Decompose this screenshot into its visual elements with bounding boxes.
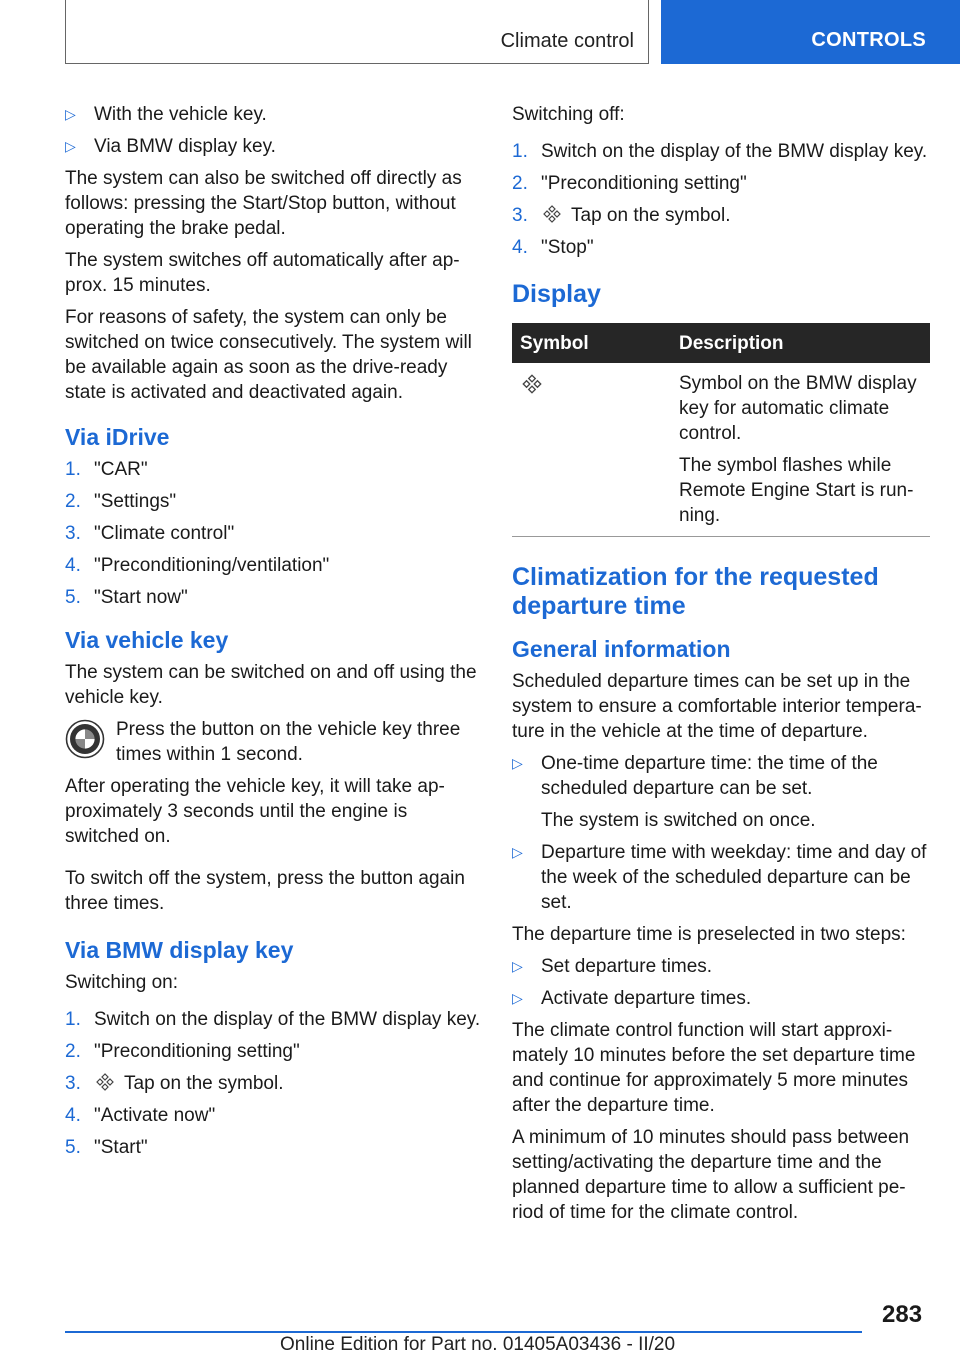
list-item: 3. "Climate control": [65, 523, 235, 544]
key-instruction: Press the button on the vehicle key three times within 1 second.: [65, 717, 481, 767]
list-item: ▷ Via BMW display key.: [65, 134, 481, 159]
heading-display: Display: [512, 280, 601, 308]
bullet-list: [512, 751, 930, 801]
paragraph: The departure time is preselected in two steps:: [512, 924, 906, 945]
list-item: 4. "Stop": [512, 237, 594, 258]
paragraph: Switching off:: [512, 104, 625, 125]
list-item: ▷ With the vehicle key.: [65, 102, 481, 127]
list-item: ▷ Departure time with weekday: time and day of the week of the scheduled departure can be set.: [512, 840, 930, 915]
paragraph: The system can be switched on and off using the vehicle key.: [65, 662, 477, 708]
list-item: 3. Tap on the symbol.: [512, 205, 731, 226]
paragraph: A minimum of 10 minutes should pass between setting/activating the departure time and the planned departure time to allow a sufficient pe-riod of time for the climate control.: [512, 1127, 910, 1223]
table-row: [512, 363, 930, 537]
list-item: 5. "Start now": [65, 587, 188, 608]
list-item-sub: The system is switched on once.: [541, 810, 816, 831]
footer-edition: Online Edition for Part no. 01405A03436 - II/20: [280, 1334, 676, 1355]
page-number: 283: [882, 1301, 923, 1328]
table-cell-symbol: [512, 363, 671, 537]
paragraph: To switch off the system, press the button again three times.: [65, 868, 465, 914]
chapter-title: CONTROLS: [811, 29, 926, 51]
bullet-list: [512, 840, 930, 915]
table-cell-description: Symbol on the BMW display key for automatic climate control. The symbol flashes while Remote Engine Start is run-ning.: [671, 363, 930, 537]
heading-via-display-key: Via BMW display key: [65, 937, 294, 963]
section-title: Climate control: [500, 30, 634, 52]
list-item: ▷ Activate departure times.: [512, 986, 930, 1011]
climate-fan-icon: [541, 204, 563, 224]
table-header-symbol: Symbol: [512, 323, 671, 363]
display-table: [512, 323, 930, 537]
paragraph: Switching on:: [65, 972, 179, 993]
climate-fan-icon: [94, 1072, 116, 1092]
list-item: 1. Switch on the display of the BMW display key.: [512, 141, 928, 162]
idrive-steps: [65, 457, 481, 610]
list-item: 5. "Start": [65, 1137, 148, 1158]
list-item: 2. "Preconditioning setting": [512, 173, 747, 194]
list-item: 4. "Activate now": [65, 1105, 216, 1126]
chapter-tab: [661, 0, 960, 64]
bullet-list: [65, 102, 481, 159]
list-item: 4. "Preconditioning/ventilation": [65, 555, 330, 576]
list-item: 3. Tap on the symbol.: [65, 1073, 284, 1094]
paragraph: The system switches off automatically after ap-prox. 15 minutes.: [65, 250, 460, 296]
list-item: 2. "Settings": [65, 491, 177, 512]
paragraph: For reasons of safety, the system can only be switched on twice consecutively. The system will be available again as soon as the drive-ready state is activated and deactivated again.: [65, 307, 472, 403]
paragraph: After operating the vehicle key, it will take ap-proximately 3 seconds until the engine is switched on.: [65, 776, 445, 847]
header-box: [65, 0, 649, 64]
left-column: [65, 102, 481, 1167]
list-item: ▷ Set departure times.: [512, 954, 930, 979]
list-item: 1. Switch on the display of the BMW display key.: [65, 1009, 481, 1030]
footer-divider: [65, 1331, 862, 1333]
list-item: 1. "CAR": [65, 459, 148, 480]
heading-general-information: General information: [512, 636, 731, 662]
bmw-logo-icon: [65, 719, 105, 759]
heading-climatization: Climatization for the requested departure time: [512, 563, 879, 620]
list-item: ▷ One-time departure time: the time of the scheduled departure can be set.: [512, 751, 930, 801]
switch-on-steps: [65, 1007, 481, 1160]
climate-fan-icon: [520, 373, 544, 395]
heading-via-vehicle-key: Via vehicle key: [65, 627, 229, 653]
list-item: 2. "Preconditioning setting": [65, 1041, 300, 1062]
heading-via-idrive: Via iDrive: [65, 424, 170, 450]
bullet-list: [512, 954, 930, 1011]
paragraph: The system can also be switched off directly as follows: pressing the Start/Stop button, without operating the brake pedal.: [65, 168, 462, 239]
paragraph: The climate control function will start approxi-mately 10 minutes before the set departure time and continue for approximately 5 more minutes after the departure time.: [512, 1020, 916, 1116]
table-header-description: Description: [671, 323, 930, 363]
right-column: [512, 102, 930, 1232]
paragraph: Scheduled departure times can be set up in the system to ensure a comfortable interior tempera-ture in the vehicle at the time of departure.: [512, 671, 922, 742]
switch-off-steps: [512, 139, 930, 260]
